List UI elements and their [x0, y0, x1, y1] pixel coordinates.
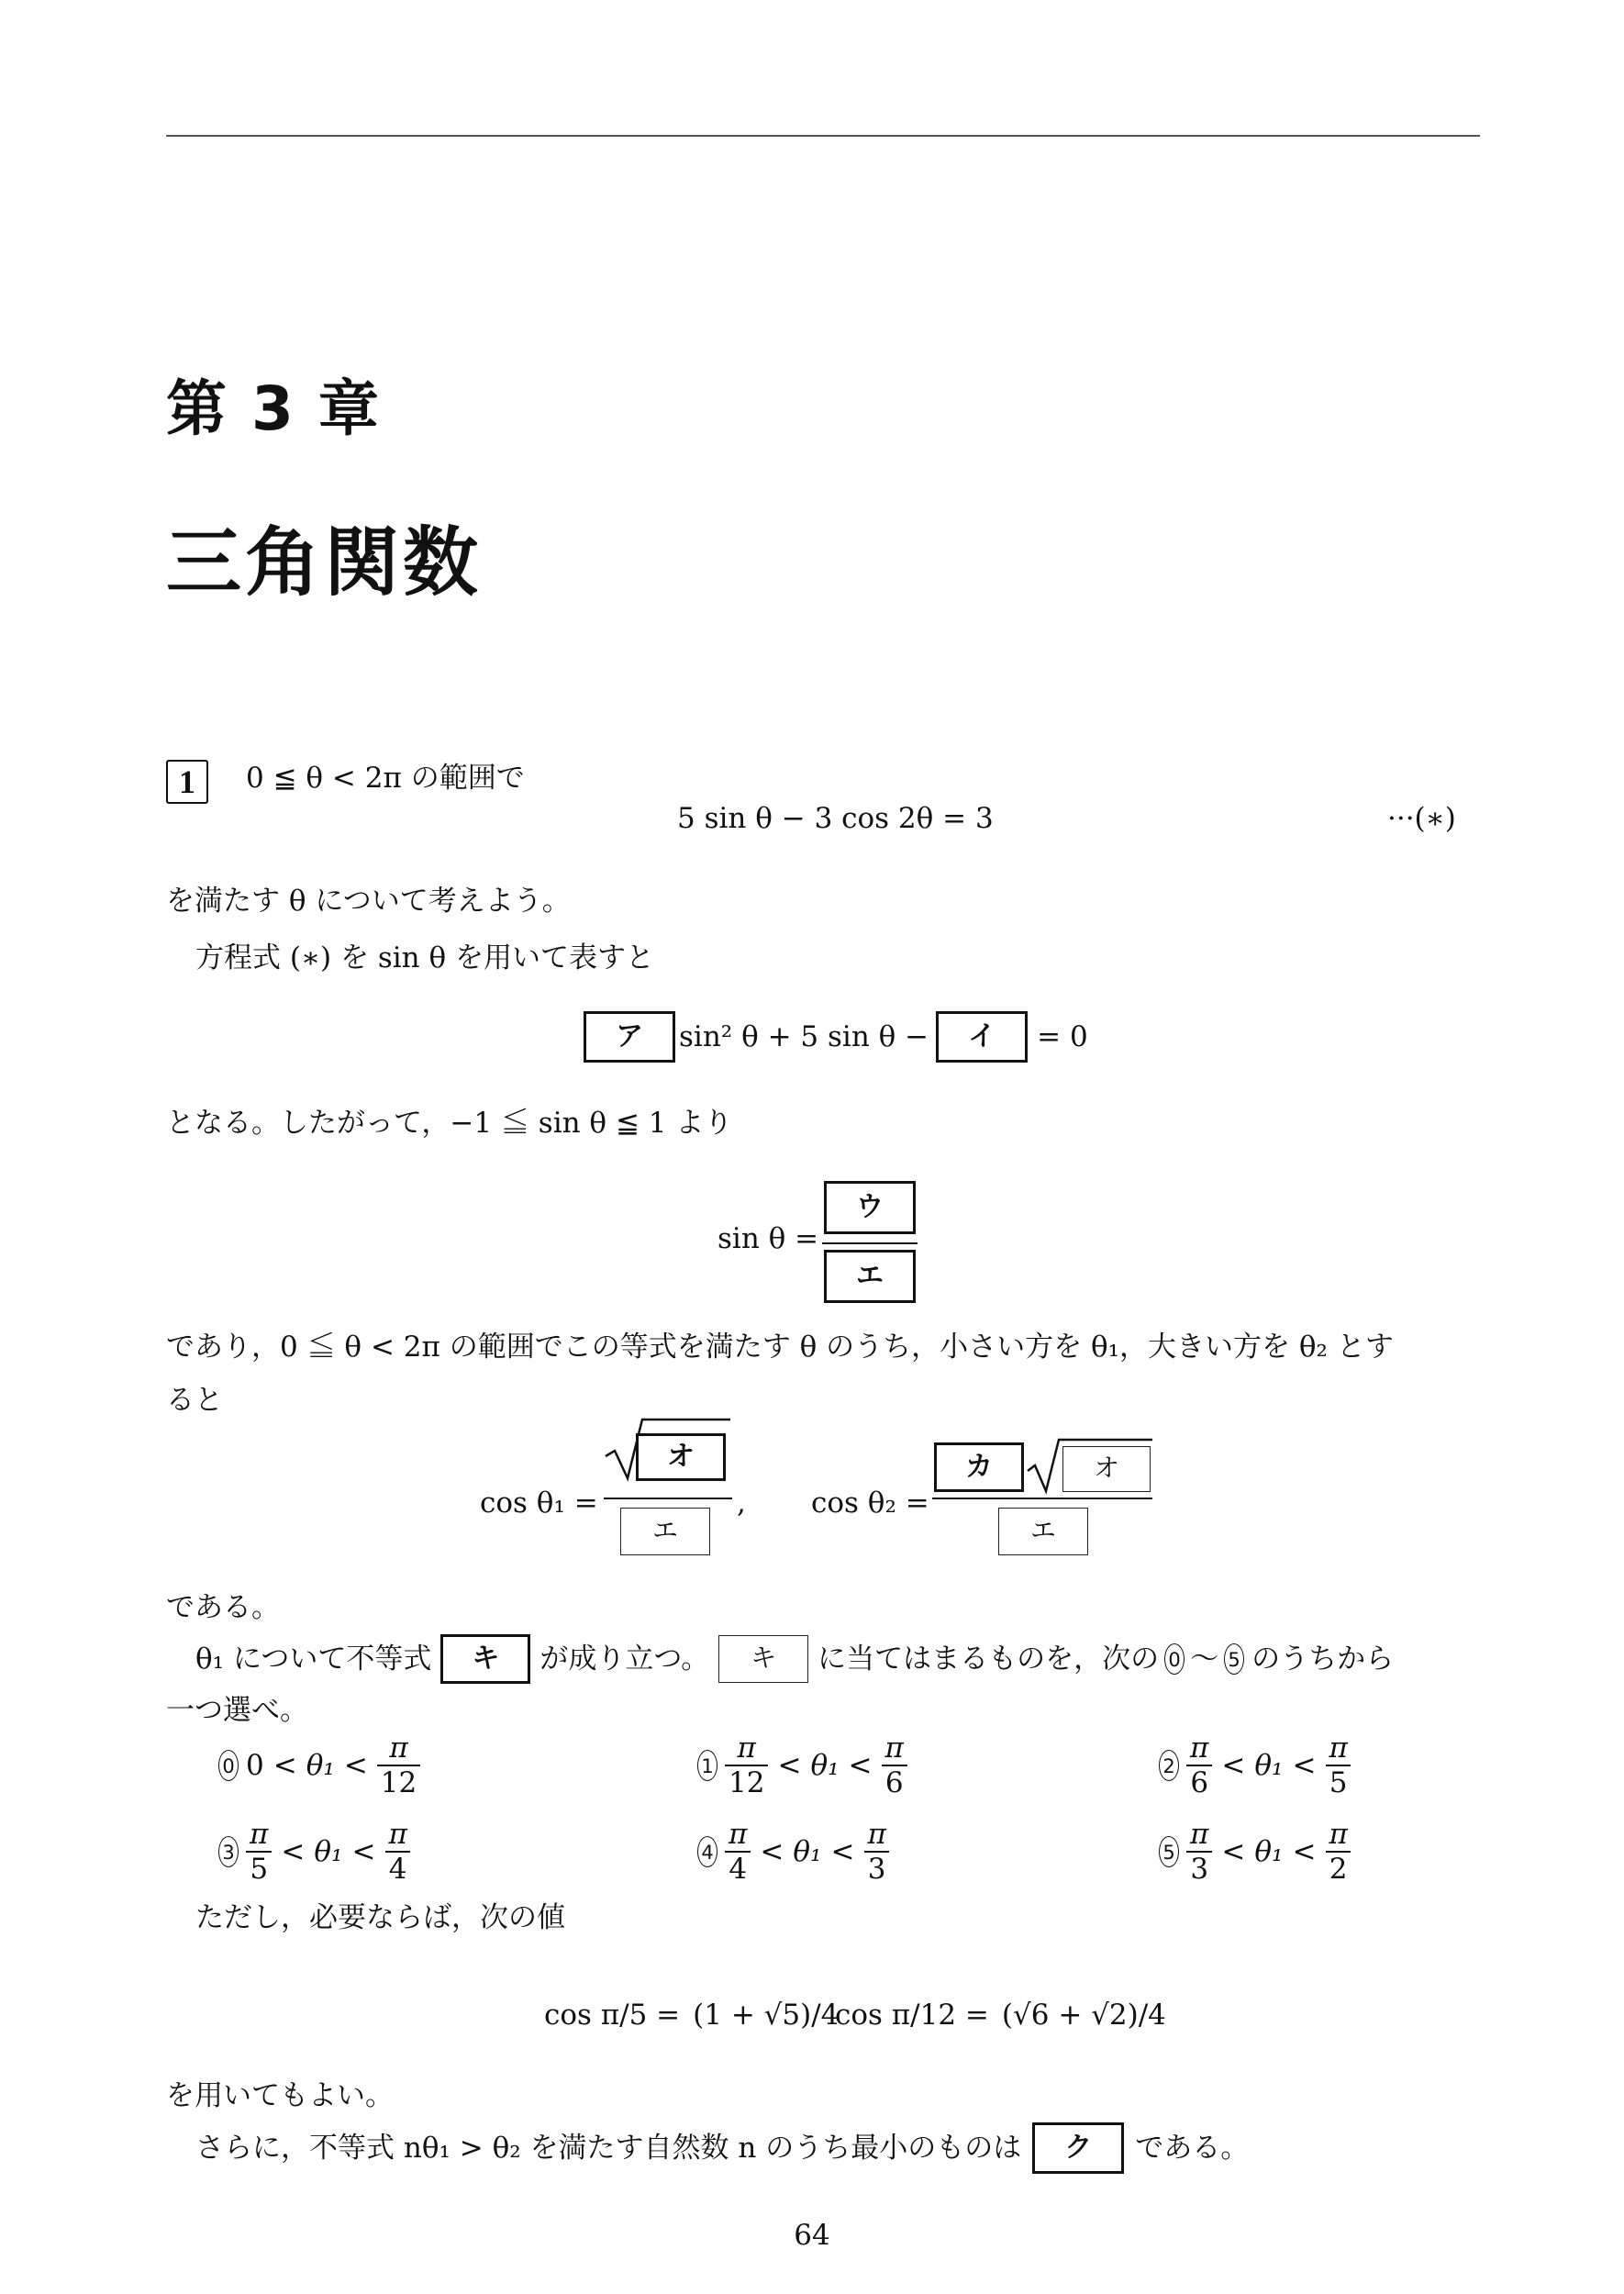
fraction [725, 1818, 751, 1886]
fraction-den: 3 [864, 1851, 890, 1886]
choice-text: < [1221, 1835, 1246, 1868]
fraction-den: 12 [725, 1765, 768, 1799]
final-post: である。 [1135, 2132, 1250, 2165]
ref-box-e: エ [998, 1508, 1088, 1555]
choice-text: < [777, 1749, 802, 1782]
choice-text: θ₁ [1254, 1749, 1284, 1782]
ref-box-o: オ [1062, 1446, 1151, 1492]
blank-o[interactable]: オ [636, 1433, 726, 1481]
ineq-mid: が成り立つ。 [539, 1643, 710, 1676]
choice-mark: 0 [218, 1750, 239, 1781]
final-question [195, 2121, 1249, 2175]
fraction-bar [604, 1498, 732, 1499]
text-satisfy: を満たす θ について考えよう。 [166, 885, 571, 918]
blank-i[interactable]: イ [936, 1011, 1028, 1063]
choice-text: θ₁ [306, 1749, 335, 1782]
comma: , [737, 1487, 746, 1520]
sin-lhs: sin θ = [717, 1222, 819, 1255]
chapter-number: 第 3 章 [166, 373, 381, 444]
blank-e[interactable]: エ [824, 1250, 916, 1303]
choice-mark: 5 [1159, 1836, 1179, 1867]
text-range-2: ると [166, 1384, 223, 1417]
choice-text: < [273, 1749, 297, 1782]
fraction-num: π [388, 1818, 407, 1851]
fraction-num: π [867, 1818, 886, 1851]
fraction [1186, 1732, 1212, 1799]
choice-mark: 3 [218, 1836, 239, 1867]
text-dearu: である。 [166, 1591, 280, 1624]
fraction [384, 1818, 410, 1886]
fraction-den: 6 [882, 1765, 907, 1799]
text-therefore: となる。したがって，−1 ≦ sin θ ≦ 1 より [166, 1107, 733, 1140]
fraction-den: 5 [246, 1851, 272, 1886]
text-may-use: を用いてもよい。 [166, 2079, 394, 2112]
circle-5: 5 [1224, 1643, 1244, 1675]
hint-rhs: (√6 + √2)/4 [1001, 1999, 1166, 2032]
hint-lhs: cos π/12 = [835, 1999, 989, 2032]
ineq-pre: θ₁ について不等式 [195, 1643, 432, 1676]
fraction-den: 4 [725, 1851, 751, 1886]
ineq-post: に当てはまるものを，次の [818, 1643, 1160, 1676]
header-rule [166, 135, 1480, 137]
blank-u[interactable]: ウ [824, 1181, 916, 1234]
equation-tag: ···(∗) [1387, 802, 1456, 835]
hint-cos-pi5 [544, 1977, 839, 2054]
choice-text: < [351, 1835, 376, 1868]
fraction-den: 6 [1186, 1765, 1212, 1799]
hint-cos-pi12 [835, 1977, 1166, 2054]
choice-text: < [281, 1835, 306, 1868]
fraction-num: π [250, 1818, 269, 1851]
fraction-den: 12 [377, 1765, 420, 1799]
choice-text: θ₁ [1254, 1835, 1284, 1868]
fraction [377, 1732, 420, 1799]
cos2-lhs: cos θ₂ = [811, 1487, 929, 1520]
fraction [725, 1732, 768, 1799]
problem-number: 1 [166, 760, 208, 804]
fraction-bar [932, 1498, 1152, 1499]
text-range-1: であり，0 ≦ θ < 2π の範囲でこの等式を満たす θ のうち，小さい方を θ₁，大きい方を θ₂ とす [166, 1331, 1394, 1364]
choice-text: θ₁ [314, 1835, 343, 1868]
ref-box-e: エ [620, 1508, 710, 1555]
text-hint: ただし，必要ならば，次の値 [195, 1901, 565, 1934]
blank-ku[interactable]: ク [1032, 2122, 1124, 2174]
fraction-num: π [1190, 1732, 1209, 1765]
fraction-den: 2 [1326, 1851, 1351, 1886]
fraction-num: π [1190, 1818, 1209, 1851]
main-equation: 5 sin θ − 3 cos 2θ = 3 [677, 802, 994, 835]
circle-0: 0 [1164, 1643, 1185, 1675]
problem-intro: 0 ≦ θ < 2π の範囲で [246, 762, 525, 795]
choice-mark: 4 [697, 1836, 717, 1867]
sin2-term: sin² θ + 5 sin θ − [679, 1020, 929, 1053]
choice-text: θ₁ [793, 1835, 822, 1868]
choice-text: 0 [246, 1749, 264, 1782]
fraction-den: 4 [385, 1851, 411, 1886]
eq-zero: = 0 [1037, 1020, 1088, 1053]
choice-4[interactable] [697, 1815, 890, 1888]
choice-3[interactable] [218, 1815, 411, 1888]
choice-5[interactable] [1159, 1815, 1351, 1888]
hint-lhs: cos π/5 = [544, 1999, 681, 2032]
fraction [863, 1818, 889, 1886]
ineq-end: のうちから [1251, 1643, 1395, 1676]
choice-text: < [848, 1749, 873, 1782]
blank-ki[interactable]: キ [440, 1634, 530, 1684]
blank-a[interactable]: ア [584, 1011, 675, 1063]
fraction [882, 1732, 907, 1799]
fraction [1325, 1732, 1351, 1799]
choice-text: < [1292, 1749, 1317, 1782]
fraction [1325, 1818, 1351, 1886]
chapter-title: 三角関数 [166, 519, 483, 607]
choice-mark: 2 [1159, 1750, 1179, 1781]
fraction [1186, 1818, 1212, 1886]
text-choose: 一つ選べ。 [166, 1694, 308, 1727]
choice-mark: 1 [697, 1750, 717, 1781]
fraction-num: π [1329, 1732, 1348, 1765]
fraction-num: π [1329, 1818, 1348, 1851]
fraction-bar [822, 1242, 918, 1244]
fraction [246, 1818, 272, 1886]
ineq-tilde: 〜 [1190, 1643, 1219, 1676]
choice-text: < [343, 1749, 368, 1782]
choice-2[interactable] [1159, 1729, 1351, 1802]
fraction-den: 3 [1186, 1851, 1212, 1886]
choice-text: < [760, 1835, 784, 1868]
fraction-num: π [884, 1732, 904, 1765]
fraction-num: π [729, 1818, 748, 1851]
choice-text: < [830, 1835, 855, 1868]
fraction-num: π [737, 1732, 756, 1765]
final-pre: さらに，不等式 nθ₁ > θ₂ を満たす自然数 n のうち最小のものは [195, 2132, 1022, 2165]
fraction-den: 5 [1326, 1765, 1351, 1799]
blank-ka[interactable]: カ [934, 1442, 1024, 1492]
choice-text: < [1221, 1749, 1246, 1782]
choice-1[interactable] [697, 1729, 907, 1802]
choice-text: < [1292, 1835, 1317, 1868]
fraction-num: π [389, 1732, 408, 1765]
page-number: 64 [794, 2219, 830, 2252]
choice-text: θ₁ [810, 1749, 840, 1782]
inequality-sentence [195, 1633, 1394, 1685]
hint-rhs: (1 + √5)/4 [693, 1999, 840, 2032]
quadratic-equation [584, 1011, 1088, 1063]
ref-box-ki: キ [718, 1635, 808, 1683]
text-express: 方程式 (∗) を sin θ を用いて表すと [195, 941, 654, 974]
choice-0[interactable] [218, 1729, 420, 1802]
cos1-lhs: cos θ₁ = [480, 1487, 598, 1520]
